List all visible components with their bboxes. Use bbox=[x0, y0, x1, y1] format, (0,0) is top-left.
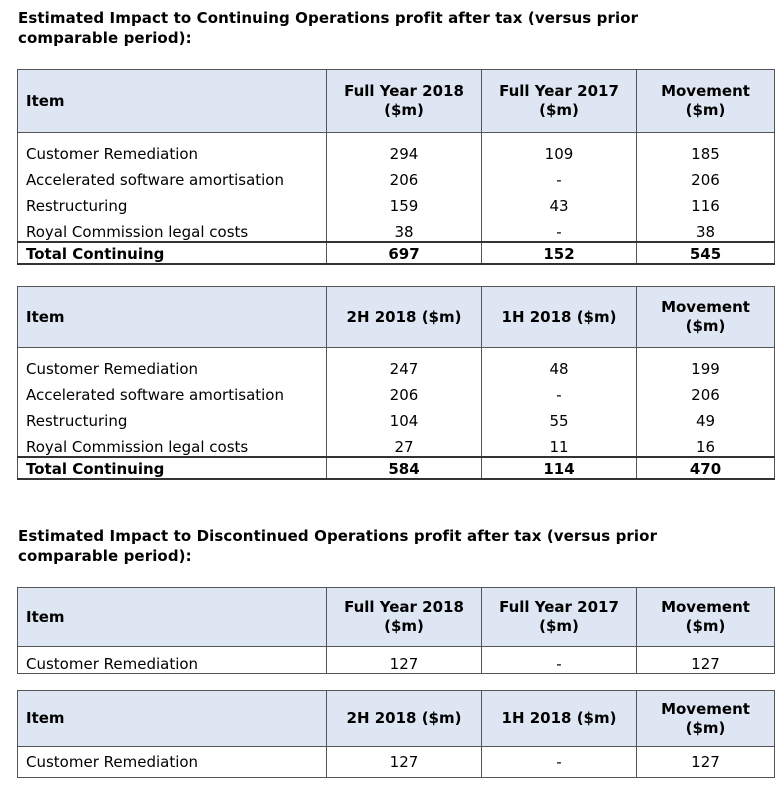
cell-value: 11 bbox=[482, 430, 637, 457]
total-label: Total Continuing bbox=[18, 242, 327, 264]
header-movement: Movement ($m) bbox=[637, 70, 775, 133]
header-movement: Movement ($m) bbox=[637, 691, 775, 747]
total-row bbox=[18, 242, 775, 264]
header-full-year-2018: Full Year 2018 ($m) bbox=[327, 588, 482, 647]
header-1h-2018: 1H 2018 ($m) bbox=[482, 287, 637, 348]
cell-value: - bbox=[482, 163, 637, 189]
header-item: Item bbox=[18, 287, 327, 348]
header-movement: Movement ($m) bbox=[637, 287, 775, 348]
continuing-half-year-table bbox=[17, 286, 775, 480]
continuing-full-year-table bbox=[17, 69, 775, 265]
row-label: Royal Commission legal costs bbox=[18, 430, 327, 457]
table-row bbox=[18, 747, 775, 778]
cell-value: - bbox=[482, 647, 637, 674]
table-row bbox=[18, 647, 775, 674]
header-2h-2018: 2H 2018 ($m) bbox=[327, 691, 482, 747]
total-label: Total Continuing bbox=[18, 457, 327, 479]
row-label: Customer Remediation bbox=[18, 747, 327, 778]
cell-value: - bbox=[482, 215, 637, 242]
cell-value: 48 bbox=[482, 352, 637, 378]
cell-value: 294 bbox=[327, 137, 482, 163]
table-row bbox=[18, 430, 775, 457]
header-item: Item bbox=[18, 588, 327, 647]
cell-value: 247 bbox=[327, 352, 482, 378]
cell-value: 116 bbox=[637, 189, 775, 215]
cell-value: 127 bbox=[637, 747, 775, 778]
header-full-year-2017: Full Year 2017 ($m) bbox=[482, 588, 637, 647]
discontinued-heading-line2: comparable period): bbox=[18, 547, 192, 565]
cell-value: 55 bbox=[482, 404, 637, 430]
table-row bbox=[18, 189, 775, 215]
cell-value: - bbox=[482, 747, 637, 778]
discontinued-heading bbox=[18, 526, 657, 566]
cell-value: 109 bbox=[482, 137, 637, 163]
row-label: Royal Commission legal costs bbox=[18, 215, 327, 242]
header-item: Item bbox=[18, 70, 327, 133]
cell-value: 38 bbox=[637, 215, 775, 242]
total-value: 114 bbox=[482, 457, 637, 479]
row-label: Restructuring bbox=[18, 404, 327, 430]
cell-value: 206 bbox=[637, 378, 775, 404]
header-item: Item bbox=[18, 691, 327, 747]
total-value: 545 bbox=[637, 242, 775, 264]
cell-value: 206 bbox=[327, 163, 482, 189]
header-2h-2018: 2H 2018 ($m) bbox=[327, 287, 482, 348]
total-value: 584 bbox=[327, 457, 482, 479]
row-label: Customer Remediation bbox=[18, 647, 327, 674]
total-value: 697 bbox=[327, 242, 482, 264]
table-row bbox=[18, 352, 775, 378]
cell-value: 185 bbox=[637, 137, 775, 163]
discontinued-half-year-table bbox=[17, 690, 775, 778]
cell-value: 104 bbox=[327, 404, 482, 430]
continuing-heading-line1: Estimated Impact to Continuing Operations profit after tax (versus prior bbox=[18, 9, 639, 27]
cell-value: 16 bbox=[637, 430, 775, 457]
table-header-row bbox=[18, 70, 775, 133]
header-full-year-2017: Full Year 2017 ($m) bbox=[482, 70, 637, 133]
table-row bbox=[18, 404, 775, 430]
total-value: 470 bbox=[637, 457, 775, 479]
table-row bbox=[18, 163, 775, 189]
total-value: 152 bbox=[482, 242, 637, 264]
header-movement: Movement ($m) bbox=[637, 588, 775, 647]
cell-value: 38 bbox=[327, 215, 482, 242]
discontinued-full-year-table bbox=[17, 587, 775, 674]
cell-value: - bbox=[482, 378, 637, 404]
cell-value: 27 bbox=[327, 430, 482, 457]
cell-value: 49 bbox=[637, 404, 775, 430]
cell-value: 206 bbox=[327, 378, 482, 404]
continuing-heading-line2: comparable period): bbox=[18, 29, 192, 47]
table-row bbox=[18, 137, 775, 163]
row-label: Accelerated software amortisation bbox=[18, 378, 327, 404]
table-header-row bbox=[18, 588, 775, 647]
header-1h-2018: 1H 2018 ($m) bbox=[482, 691, 637, 747]
table-row bbox=[18, 378, 775, 404]
table-header-row bbox=[18, 691, 775, 747]
cell-value: 206 bbox=[637, 163, 775, 189]
row-label: Customer Remediation bbox=[18, 352, 327, 378]
discontinued-heading-line1: Estimated Impact to Discontinued Operations profit after tax (versus prior bbox=[18, 527, 658, 545]
table-header-row bbox=[18, 287, 775, 348]
table-row bbox=[18, 215, 775, 242]
continuing-heading bbox=[18, 8, 638, 48]
cell-value: 43 bbox=[482, 189, 637, 215]
total-row bbox=[18, 457, 775, 479]
cell-value: 127 bbox=[327, 747, 482, 778]
cell-value: 127 bbox=[637, 647, 775, 674]
row-label: Restructuring bbox=[18, 189, 327, 215]
cell-value: 159 bbox=[327, 189, 482, 215]
cell-value: 127 bbox=[327, 647, 482, 674]
row-label: Customer Remediation bbox=[18, 137, 327, 163]
header-full-year-2018: Full Year 2018 ($m) bbox=[327, 70, 482, 133]
row-label: Accelerated software amortisation bbox=[18, 163, 327, 189]
cell-value: 199 bbox=[637, 352, 775, 378]
